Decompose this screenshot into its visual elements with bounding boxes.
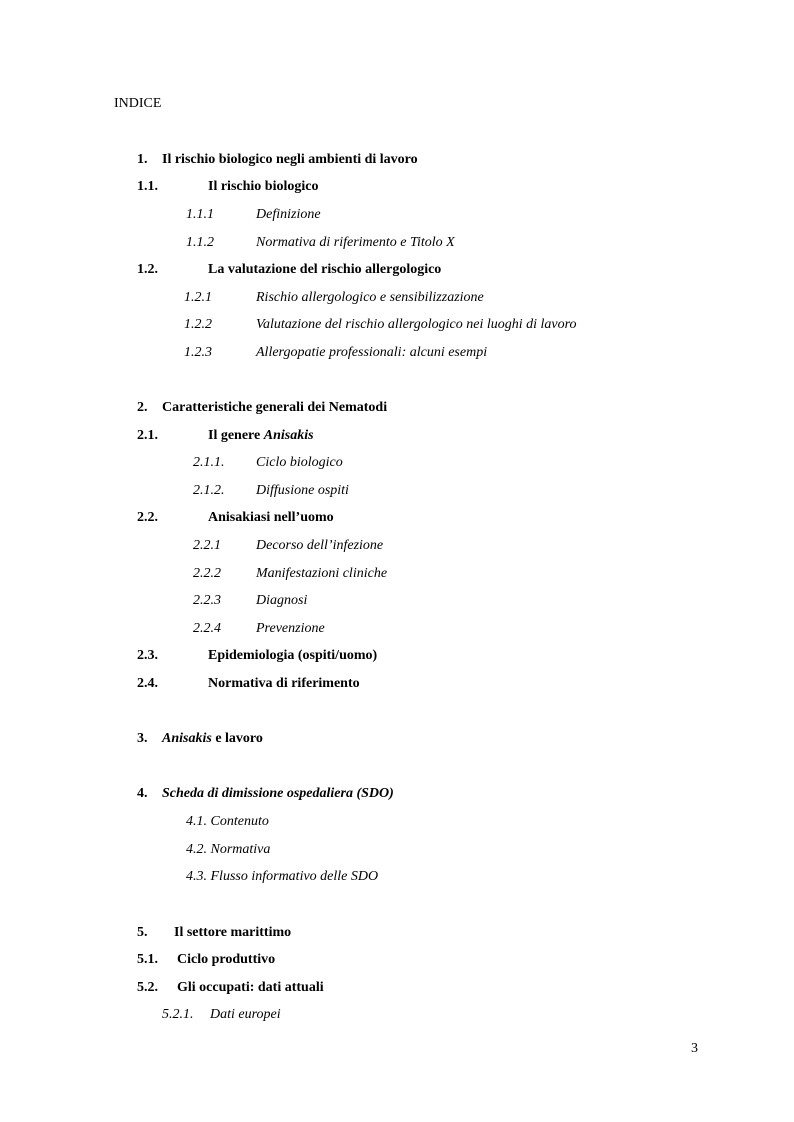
toc-title-italic-part: Anisakis [162, 731, 212, 746]
toc-chapter-title [162, 730, 263, 748]
toc-num: 2.4. [137, 676, 158, 691]
toc-section-title: Epidemiologia (ospiti/uomo) [208, 648, 378, 663]
toc-num: 1.1.1 [186, 207, 214, 222]
toc-num: 5.1. [137, 952, 158, 967]
toc-section-title: La valutazione del rischio allergologico [208, 262, 442, 277]
toc-subsection-title: Valutazione del rischio allergologico nei luoghi di lavoro [256, 317, 577, 332]
toc-num: 5.2. [137, 980, 158, 995]
toc-chapter-title: Scheda di dimissione ospedaliera (SDO) [162, 786, 394, 801]
toc-section-title: Gli occupati: dati attuali [177, 980, 324, 995]
toc-num: 5.2.1. [162, 1007, 194, 1022]
toc-subsection-title: 4.2. Normativa [186, 842, 271, 857]
toc-num: 2.2.4 [193, 621, 221, 636]
toc-num: 2.2.2 [193, 566, 221, 581]
toc-chapter-title: Caratteristiche generali dei Nematodi [162, 400, 388, 415]
toc-section-title: Anisakiasi nell’uomo [208, 510, 334, 525]
toc-num: 1.2. [137, 262, 158, 277]
page-number: 3 [691, 1041, 698, 1056]
toc-num: 1.2.2 [184, 317, 212, 332]
toc-num: 2.1. [137, 428, 158, 443]
toc-subsection-title: Manifestazioni cliniche [256, 566, 388, 581]
toc-section-title: Normativa di riferimento [208, 676, 360, 691]
toc-chapter-title: Il settore marittimo [174, 925, 292, 940]
toc-num: 3. [137, 731, 148, 746]
toc-subsection-title: Diffusione ospiti [256, 483, 349, 498]
toc-num: 1.2.3 [184, 345, 212, 360]
toc-num: 2. [137, 400, 148, 415]
toc-subsection-title: Allergopatie professionali: alcuni esempi [256, 345, 488, 360]
toc-num: 1.2.1 [184, 290, 212, 305]
toc-subsection-title: Dati europei [210, 1007, 281, 1022]
toc-subsection-title: Normativa di riferimento e Titolo X [256, 235, 455, 250]
toc-num: 1.1. [137, 179, 158, 194]
toc-num: 2.1.1. [193, 455, 225, 470]
toc-title-part: e lavoro [211, 731, 263, 746]
toc-num: 2.2. [137, 510, 158, 525]
page-title: INDICE [114, 96, 162, 111]
toc-num: 2.1.2. [193, 483, 225, 498]
toc-subsection-title: 4.1. Contenuto [186, 814, 269, 829]
toc-section-title [208, 427, 314, 445]
toc-subsection-title: Prevenzione [256, 621, 325, 636]
toc-section-title: Il rischio biologico [208, 179, 319, 194]
toc-num: 5. [137, 925, 148, 940]
toc-num: 4. [137, 786, 148, 801]
toc-num: 2.2.1 [193, 538, 221, 553]
toc-num: 1.1.2 [186, 235, 214, 250]
toc-subsection-title: Rischio allergologico e sensibilizzazione [256, 290, 484, 305]
toc-num: 1. [137, 152, 148, 167]
toc-title-part: Il genere [208, 428, 264, 443]
toc-subsection-title: Diagnosi [256, 593, 308, 608]
toc-subsection-title: 4.3. Flusso informativo delle SDO [186, 869, 379, 884]
toc-num: 2.3. [137, 648, 158, 663]
toc-subsection-title: Decorso dell’infezione [256, 538, 384, 553]
toc-subsection-title: Ciclo biologico [256, 455, 343, 470]
toc-chapter-title: Il rischio biologico negli ambienti di lavoro [162, 152, 418, 167]
toc-num: 2.2.3 [193, 593, 221, 608]
toc-subsection-title: Definizione [256, 207, 321, 222]
toc-section-title: Ciclo produttivo [177, 952, 276, 967]
toc-title-italic-part: Anisakis [263, 428, 314, 443]
